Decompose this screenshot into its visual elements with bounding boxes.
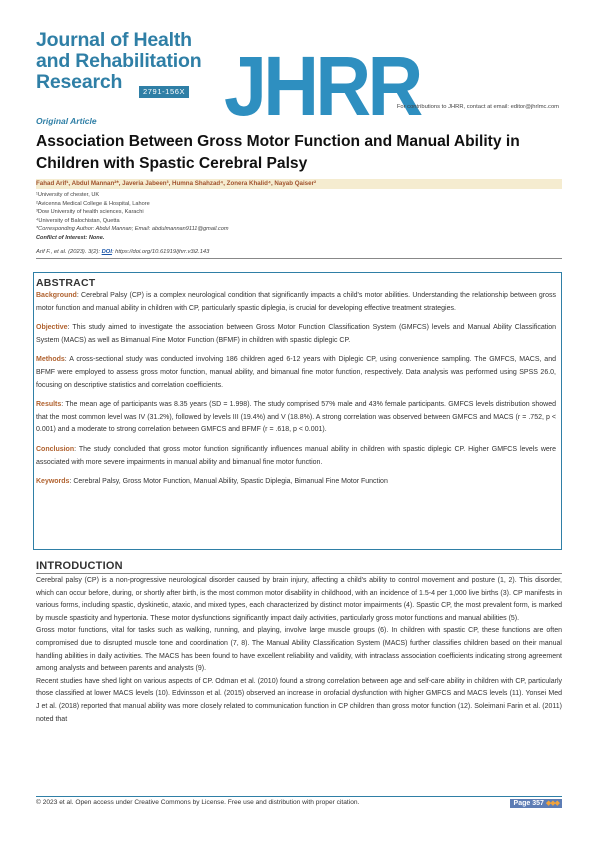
- page-footer: [36, 796, 562, 806]
- article-title: Association Between Gross Motor Function and Manual Ability in Children with Spastic Cerebral Palsy: [36, 133, 520, 172]
- conflict-of-interest: Conflict of Interest: None.: [36, 234, 105, 241]
- article-type: Original Article: [36, 116, 97, 126]
- abstract-background: [36, 290, 556, 315]
- paragraph: Recent studies have shed light on various aspects of CP. Odman et al. (2010) found a strong correlation between age and self-care ability in children with CP, particularly those classified at lower MACS levels (10). Edvinsson et al. (2015) observed an increase in orofacial dysfunction with higher GMFCS and MACS levels (11). Yonsei Med J et al. (2018) reported that manual ability was more closely related to communication function in CP children than gross motor function (12). Soleimani Farin et al. (2011) noted that: [36, 677, 562, 723]
- abstract-methods: [36, 354, 556, 392]
- section-text: : This study aimed to investigate the association between Gross Motor Function Classification System (GMFCS) levels and Manual Ability Classification System (MACS) as well as Bimanual Fine Motor Function (BFMF) in children with spastic diplegic CP.: [36, 324, 556, 344]
- section-label: Conclusion: [36, 445, 75, 453]
- citation-text: Arif F., et al. (2023). 3(2):: [36, 249, 102, 255]
- affiliation-2: ²Avicenna Medical College & Hospital, Lahore: [36, 200, 150, 207]
- section-text: : Cerebral Palsy (CP) is a complex neurological condition that significantly impacts a child's motor abilities. Understanding the relationship between gross motor function and manual ability in children with CP, particularly spastic diplegia, is crucial for developing effective treatment strategies.: [36, 292, 556, 312]
- section-label: Keywords: [36, 478, 70, 486]
- abstract-box: [33, 272, 562, 550]
- introduction-heading: INTRODUCTION: [36, 560, 562, 574]
- section-label: Background: [36, 292, 77, 299]
- affiliation-3: ³Dow University of health sciences, Karachi: [36, 209, 144, 216]
- paragraph: Gross motor functions, vital for tasks such as walking, running, and playing, involve large muscle groups (6). In children with spastic CP, these functions are often compromised due to disrupted muscle tone and coordination (7, 8). The Manual Ability Classification System (MACS) further classifies children based on their manual handling abilities in daily activities. The MACS has been found to have excellent reliability and validity, with intraclass association coefficients indicating strong agreement among analysts and between parents and analysts (9).: [36, 627, 562, 673]
- corresponding-author: *Corresponding Author: Abdul Mannan; Email: abdulmannan9111@gmail.com: [36, 226, 229, 233]
- contact-line: For contributions to JHRR, contact at email: editor@jhrlmc.com: [396, 104, 559, 110]
- abstract-conclusion: [36, 444, 556, 469]
- section-text: : Cerebral Palsy, Gross Motor Function, Manual Ability, Spastic Diplegia, Bimanual Fine Motor Function: [69, 478, 388, 486]
- page-number: Page 357: [513, 800, 544, 807]
- paragraph: Cerebral palsy (CP) is a non-progressive neurological disorder caused by brain injury, affecting a child's ability to control movement and posture (1, 2). This disorder, which can occur before, during, or shortly after birth, is the most common motor disability in childhood, with an incidence of 1.5-4 per 1,000 live births (3). CP manifests in various forms, including spastic, dyskinetic, ataxic, and mixed types, each characterized by distinct motor impairments (4). Spastic CP, the most prevalent form, is marked by muscle spasticity and hypertonia. These motor dysfunctions significantly impact daily activities, particularly gross motor functions and manual abilities (5).: [36, 577, 562, 622]
- abstract-objective: [36, 322, 556, 347]
- journal-title-line-3: Research: [36, 71, 123, 93]
- author-list: Fahad Arif¹, Abdul Mannan²*, Javeria Jabeen³, Humna Shahzad⁴, Zonera Khalid⁴, Nayab Qaiser²: [36, 179, 562, 189]
- abstract-results: [36, 399, 556, 437]
- journal-title-line-2: and Rehabilitation: [36, 50, 202, 72]
- diamond-icon: ◆◆◆: [545, 800, 559, 807]
- section-label: Results: [36, 401, 62, 409]
- journal-title-line-1: Journal of Health: [36, 29, 192, 51]
- doi-link[interactable]: DOI: [101, 249, 112, 255]
- introduction-body: [36, 575, 562, 726]
- issn-badge: 2791-156X: [139, 86, 189, 98]
- section-text: : A cross-sectional study was conducted involving 186 children aged 6-12 years with Diplegic CP, using convenience sampling. The GMFCS, MACS, and BFMF were employed to assess gross motor function, manual ability, and bimanual fine motor function, respectively. Data analysis was performed using SPSS 26.0, focusing on descriptive statistics and correlation coefficients.: [36, 356, 556, 389]
- section-text: : The mean age of participants was 8.35 years (SD = 1.998). The study comprised 57% male and 43% female participants. GMFCS levels distribution showed that the most common level was IV (31.2%), followed by levels III (19.4%) and V (18.8%). A strong correlation was observed between GMFCS and MACS (r = .752, p < 0.001) and a moderate to strong correlation between GMFCS and BFMF (r = .618, p < 0.001).: [36, 401, 556, 434]
- section-label: Objective: [36, 324, 68, 332]
- abstract-keywords: [36, 476, 556, 489]
- affiliation-4: ⁴University of Balochistan, Quetta: [36, 217, 120, 224]
- affiliations: [36, 191, 476, 243]
- license-text: © 2023 et al. Open access under Creative Commons by License. Free use and distribution with proper citation.: [36, 799, 360, 806]
- citation-line: [36, 249, 562, 259]
- section-label: Methods: [36, 356, 65, 364]
- section-text: : The study concluded that gross motor function significantly influences manual ability in children with spastic diplegic CP. Higher GMFCS levels were associated with more severe impairments in manual ability and bimanual fine motor function.: [36, 445, 556, 466]
- affiliation-1: ¹University of chester, UK: [36, 192, 100, 198]
- abstract-heading: ABSTRACT: [36, 277, 96, 289]
- doi-url[interactable]: : https://doi.org/10.61919/jhrr.v3i2.143: [111, 249, 210, 255]
- journal-logo: JHRR: [224, 39, 420, 133]
- page-number-badge: [510, 799, 562, 808]
